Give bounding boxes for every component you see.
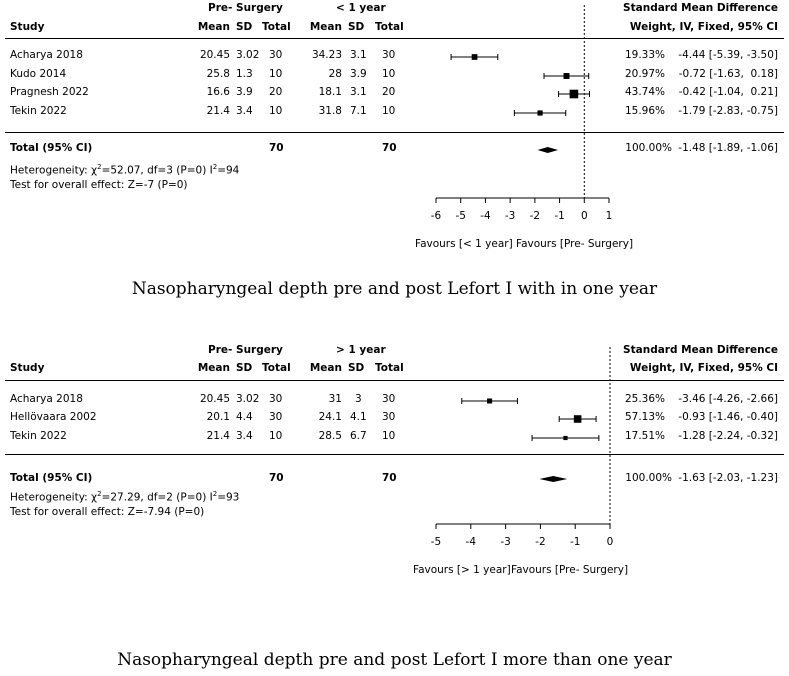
- pre-mean: 16.6: [206, 86, 230, 98]
- study-name: Pragnesh 2022: [10, 86, 89, 98]
- weight: 25.36%: [624, 393, 665, 405]
- caption-1: Nasopharyngeal depth pre and post Lefort I with in one year: [131, 279, 658, 299]
- ci-text: -3.46 [-4.26, -2.66]: [678, 393, 778, 405]
- total-pre: 70: [269, 472, 284, 484]
- col-post-sd: SD: [348, 362, 365, 374]
- group-header-post: < 1 year: [336, 2, 386, 14]
- post-total: 30: [382, 393, 396, 405]
- col-study: Study: [10, 21, 45, 33]
- study-name: Acharya 2018: [10, 393, 83, 405]
- post-mean: 34.23: [311, 49, 342, 61]
- x-tick-label: -5: [455, 210, 466, 222]
- x-tick-label: 0: [606, 536, 614, 548]
- col-post-mean: Mean: [309, 362, 342, 374]
- total-post: 70: [382, 472, 397, 484]
- weight: 20.97%: [624, 68, 665, 80]
- x-tick-label: -3: [500, 536, 511, 548]
- x-tick-label: -1: [554, 210, 565, 222]
- pre-total: 30: [269, 393, 283, 405]
- col-pre-mean: Mean: [197, 362, 230, 374]
- post-sd: 7.1: [350, 105, 367, 117]
- group-header-pre: Pre- Surgery: [208, 344, 283, 356]
- col-post-sd: SD: [348, 21, 365, 33]
- pre-total: 30: [269, 49, 283, 61]
- favours-left: Favours [> 1 year]: [413, 564, 511, 576]
- post-sd: 4.1: [350, 411, 367, 423]
- caption-2: Nasopharyngeal depth pre and post Lefort I more than one year: [117, 650, 672, 670]
- pre-sd: 3.02: [236, 49, 260, 61]
- forest-plot-1: [0, 0, 789, 320]
- post-total: 10: [382, 105, 396, 117]
- col-pre-mean: Mean: [197, 21, 230, 33]
- point-estimate-box: [564, 73, 570, 79]
- pre-mean: 21.4: [206, 105, 230, 117]
- pre-sd: 3.9: [236, 86, 253, 98]
- x-tick-label: 0: [580, 210, 588, 222]
- group-header-pre: Pre- Surgery: [208, 2, 283, 14]
- smd-subtitle: Weight, IV, Fixed, 95% CI: [629, 362, 778, 374]
- x-tick-label: -1: [569, 536, 581, 548]
- point-estimate-box: [537, 110, 542, 115]
- smd-title: Standard Mean Difference: [623, 344, 778, 356]
- post-total: 10: [382, 68, 396, 80]
- ci-text: -0.42 [-1.04, 0.21]: [678, 86, 778, 98]
- col-pre-total: Total: [262, 21, 291, 33]
- post-sd: 3.1: [350, 86, 367, 98]
- pre-mean: 21.4: [206, 430, 230, 442]
- post-total: 30: [382, 411, 396, 423]
- post-mean: 28.5: [318, 430, 342, 442]
- heterogeneity: Heterogeneity: $\chi^2=27.29$, df=2 (P=0) $I^2=93$: [10, 490, 240, 504]
- point-estimate-box: [472, 54, 478, 60]
- smd-subtitle: Weight, IV, Fixed, 95% CI: [629, 21, 778, 33]
- x-tick-label: -4: [480, 210, 491, 222]
- col-pre-total: Total: [262, 362, 291, 374]
- overall-effect: Test for overall effect: Z=-7.94 (P=0): [10, 506, 205, 518]
- weight: 15.96%: [624, 105, 665, 117]
- pre-mean: 20.45: [199, 393, 230, 405]
- post-sd: 6.7: [350, 430, 367, 442]
- post-mean: 24.1: [318, 411, 342, 423]
- x-tick-label: -2: [535, 536, 546, 548]
- post-mean: 18.1: [318, 86, 342, 98]
- weight: 57.13%: [624, 411, 665, 423]
- total-weight: 100.00%: [625, 142, 672, 154]
- col-pre-sd: SD: [236, 21, 253, 33]
- study-name: Acharya 2018: [10, 49, 83, 61]
- col-study: Study: [10, 362, 45, 374]
- point-estimate-box: [570, 90, 579, 99]
- study-name: Kudo 2014: [10, 68, 67, 80]
- weight: 19.33%: [624, 49, 665, 61]
- pre-total: 10: [269, 105, 283, 117]
- group-header-post: > 1 year: [336, 344, 386, 356]
- pre-total: 10: [269, 430, 283, 442]
- overall-effect: Test for overall effect: Z=-7 (P=0): [10, 179, 188, 191]
- study-name: Tekin 2022: [10, 430, 67, 442]
- x-tick-label: -4: [465, 536, 477, 548]
- pooled-diamond: [538, 147, 559, 153]
- total-weight: 100.00%: [625, 472, 672, 484]
- post-sd: 3.1: [350, 49, 367, 61]
- ci-text: -4.44 [-5.39, -3.50]: [678, 49, 778, 61]
- pre-mean: 25.8: [206, 68, 230, 80]
- weight: 17.51%: [624, 430, 665, 442]
- ci-text: -0.93 [-1.46, -0.40]: [678, 411, 778, 423]
- post-sd: 3: [355, 393, 362, 405]
- point-estimate-box: [574, 415, 582, 423]
- post-total: 30: [382, 49, 396, 61]
- total-pre: 70: [269, 142, 284, 154]
- ci-text: -1.28 [-2.24, -0.32]: [678, 430, 778, 442]
- total-post: 70: [382, 142, 397, 154]
- ci-text: -1.79 [-2.83, -0.75]: [678, 105, 778, 117]
- col-post-mean: Mean: [309, 21, 342, 33]
- total-ci-text: -1.63 [-2.03, -1.23]: [678, 472, 778, 484]
- pre-total: 20: [269, 86, 283, 98]
- x-tick-label: -6: [430, 210, 442, 222]
- forest-plot-svg: [0, 342, 789, 592]
- smd-title: Standard Mean Difference: [623, 2, 778, 14]
- x-tick-label: -5: [430, 536, 442, 548]
- study-name: Hellövaara 2002: [10, 411, 97, 423]
- x-tick-label: -3: [504, 210, 516, 222]
- favours-right: Favours [Pre- Surgery]: [511, 564, 629, 576]
- pre-mean: 20.1: [206, 411, 230, 423]
- pre-total: 30: [269, 411, 283, 423]
- total-label: Total (95% CI): [10, 472, 93, 484]
- total-ci-text: -1.48 [-1.89, -1.06]: [678, 142, 778, 154]
- study-name: Tekin 2022: [10, 105, 67, 117]
- post-mean: 31.8: [318, 105, 342, 117]
- forest-plot-svg: [0, 0, 789, 320]
- post-sd: 3.9: [350, 68, 367, 80]
- col-pre-sd: SD: [236, 362, 253, 374]
- point-estimate-box: [487, 398, 492, 403]
- heterogeneity: Heterogeneity: $\chi^2=52.07$, df=3 (P=0) $I^2=94$: [10, 163, 240, 177]
- favours-right: Favours [Pre- Surgery]: [516, 238, 634, 250]
- forest-plot-2: [0, 342, 789, 592]
- col-post-total: Total: [375, 362, 404, 374]
- pre-total: 10: [269, 68, 283, 80]
- pre-sd: 3.02: [236, 393, 260, 405]
- x-tick-label: -2: [529, 210, 541, 222]
- post-total: 10: [382, 430, 396, 442]
- ci-text: -0.72 [-1.63, 0.18]: [678, 68, 778, 80]
- pre-mean: 20.45: [199, 49, 230, 61]
- post-mean: 31: [328, 393, 342, 405]
- x-tick-label: 1: [605, 210, 613, 222]
- pooled-diamond: [539, 476, 567, 482]
- pre-sd: 1.3: [236, 68, 253, 80]
- pre-sd: 4.4: [236, 411, 253, 423]
- pre-sd: 3.4: [236, 430, 253, 442]
- weight: 43.74%: [624, 86, 665, 98]
- post-mean: 28: [328, 68, 342, 80]
- total-label: Total (95% CI): [10, 142, 93, 154]
- post-total: 20: [382, 86, 396, 98]
- favours-left: Favours [< 1 year]: [415, 238, 513, 250]
- pre-sd: 3.4: [236, 105, 253, 117]
- col-post-total: Total: [375, 21, 404, 33]
- point-estimate-box: [563, 436, 567, 440]
